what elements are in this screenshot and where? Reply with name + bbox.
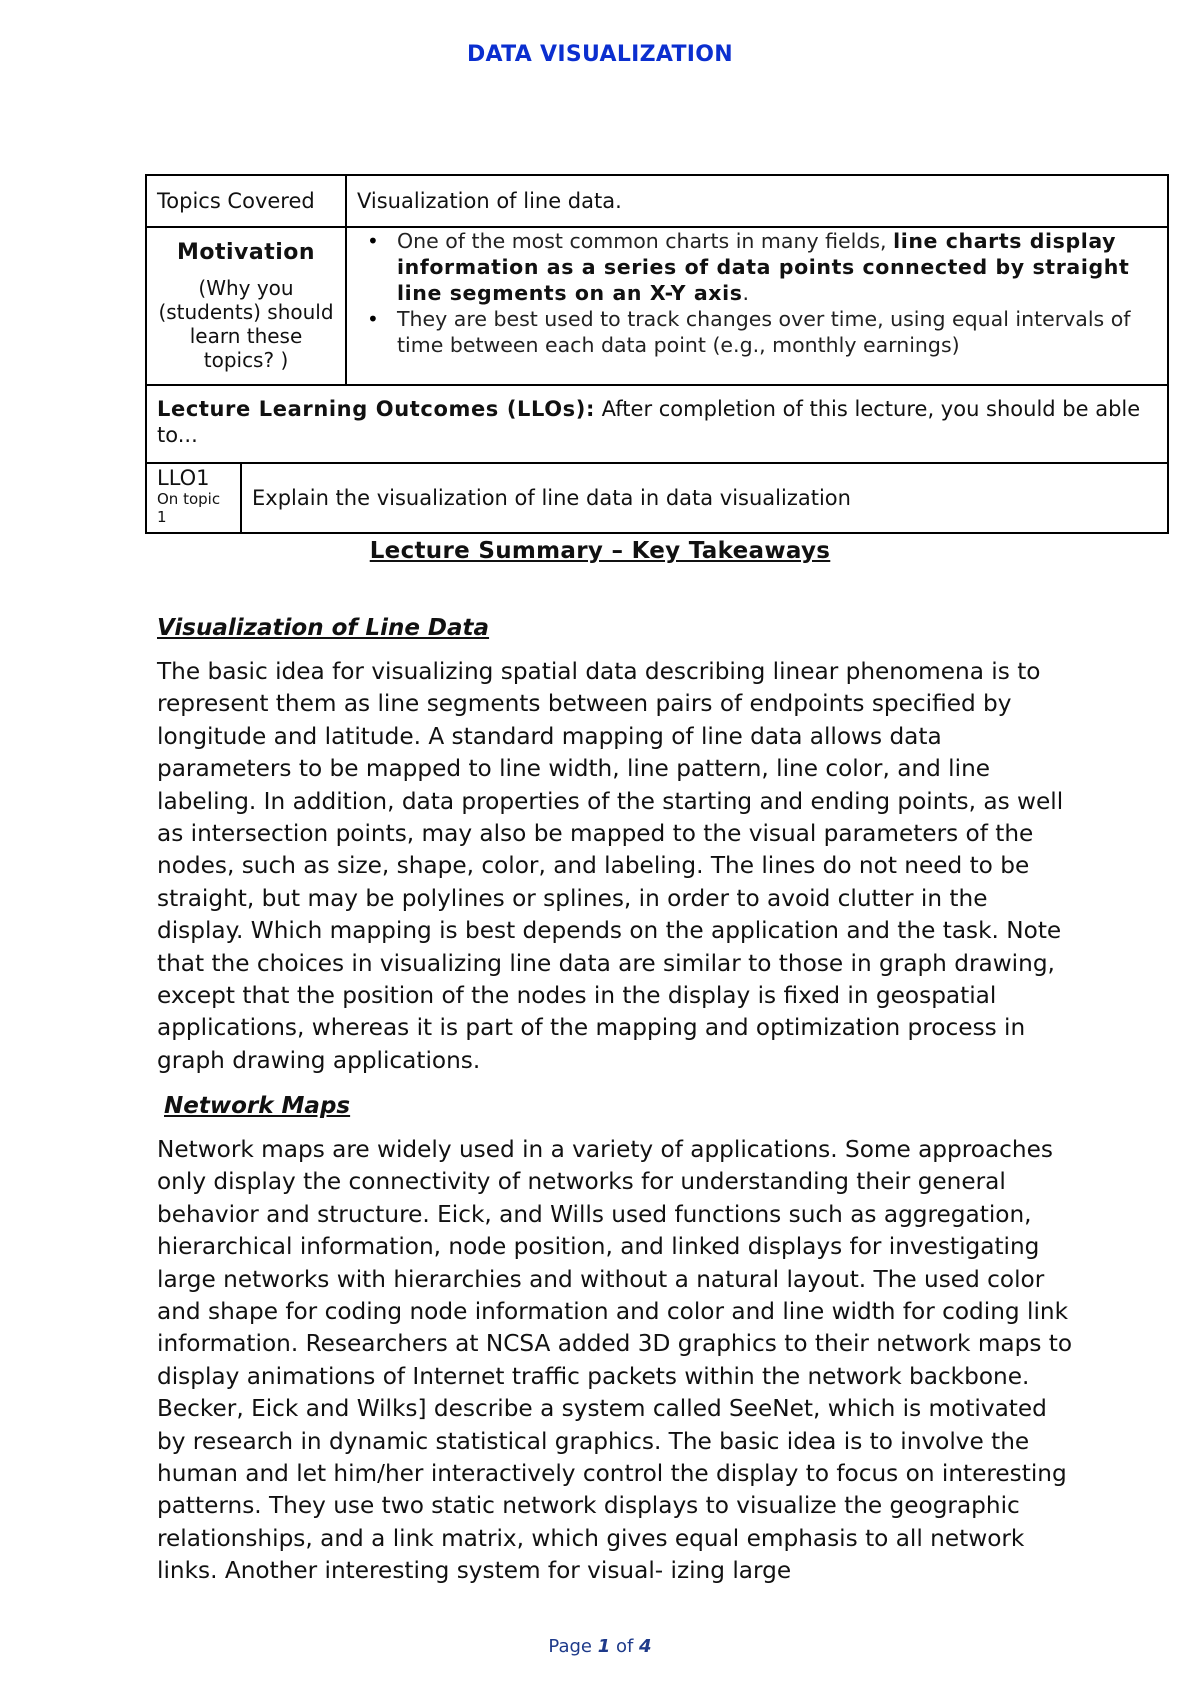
footer-page-total: 4 [639, 1636, 652, 1657]
topics-value: Visualization of line data. [357, 189, 622, 213]
summary-title: Lecture Summary – Key Takeaways [369, 538, 831, 564]
lecture-info-table [145, 174, 1169, 534]
llo-label: Lecture Learning Outcomes (LLOs): [157, 397, 595, 421]
section-body-network-maps: Network maps are widely used in a variety of applications. Some approaches only display the connectivity of networks for understanding their general behavior and structure. Eick, and Wills used functions such as aggregation, hierarchical information, node position, and linked displays for investigating large networks with hierarchies and without a natural layout. The used color and shape for coding node information and color and line width for coding link information. Researchers at NCSA added 3D graphics to their network maps to display animations of Internet traffic packets within the network backbone. Becker, Eick and Wilks] describe a system called SeeNet, which is motivated by research in dynamic statistical graphics. The basic idea is to involve the human and let him/her interactively control the display to focus on interesting patterns. They use two static network displays to visualize the geographic relationships, and a link matrix, which gives equal emphasis to all network links. Another interesting system for visual- izing large [157, 1136, 1073, 1585]
bullet1-text: One of the most common charts in many fields, [397, 229, 894, 253]
table-row-motivation [147, 228, 1167, 386]
motivation-bullets-cell [347, 228, 1167, 384]
bullet1-end: . [742, 281, 750, 305]
footer-page-word: Page [548, 1636, 598, 1657]
section-heading-line-data: Visualization of Line Data [157, 615, 490, 641]
motivation-label: Motivation [176, 240, 316, 265]
motivation-cell [147, 228, 347, 384]
footer-of-word: of [610, 1636, 640, 1657]
document-header-title: DATA VISUALIZATION [466, 42, 734, 67]
section-body-line-data: The basic idea for visualizing spatial data describing linear phenomena is to represent them as line segments between pairs of endpoints specified by longitude and latitude. A standard mapping of line data allows data parameters to be mapped to line width, line pattern, line color, and line labeling. In addition, data properties of the starting and ending points, as well as intersection points, may also be mapped to the visual parameters of the nodes, such as size, shape, color, and labeling. The lines do not need to be straight, but may be polylines or splines, in order to avoid clutter in the display. Which mapping is best depends on the application and the task. Note that the choices in visualizing line data are similar to those in graph drawing, except that the position of the nodes in the display is fixed in geospatial applications, whereas it is part of the mapping and optimization process in graph drawing applications. [157, 658, 1064, 1074]
footer-page-number: 1 [597, 1636, 611, 1657]
llo1-description: Explain the visualization of line data in data visualization [252, 486, 851, 510]
llo-text: After completion of this lecture, you should be able to... [157, 397, 1141, 447]
table-row-topics [147, 176, 1167, 228]
motivation-bullet-1 [397, 228, 1159, 306]
table-row-llos [147, 386, 1167, 464]
llo1-code: LLO1 [157, 466, 210, 490]
llo1-id-cell [147, 464, 242, 532]
motivation-bullet-2 [397, 306, 1159, 358]
page-footer [0, 1636, 1200, 1657]
motivation-subtitle: (Why you (students) should learn these topics? ) [158, 276, 334, 372]
topics-label: Topics Covered [147, 176, 347, 226]
table-row-llo1 [147, 464, 1167, 534]
llo1-subtitle: On topic 1 [157, 490, 221, 526]
bullet2-text: They are best used to track changes over time, using equal intervals of time between each data point (e.g., monthly earnings) [397, 307, 1131, 357]
llo-intro [147, 386, 1167, 462]
motivation-bullet-list [397, 228, 1159, 358]
bullet1-bold-text: line charts display information as a series of data points connected by straight line segments on an X-Y axis [397, 229, 1130, 305]
section-heading-network-maps: Network Maps [164, 1093, 351, 1119]
